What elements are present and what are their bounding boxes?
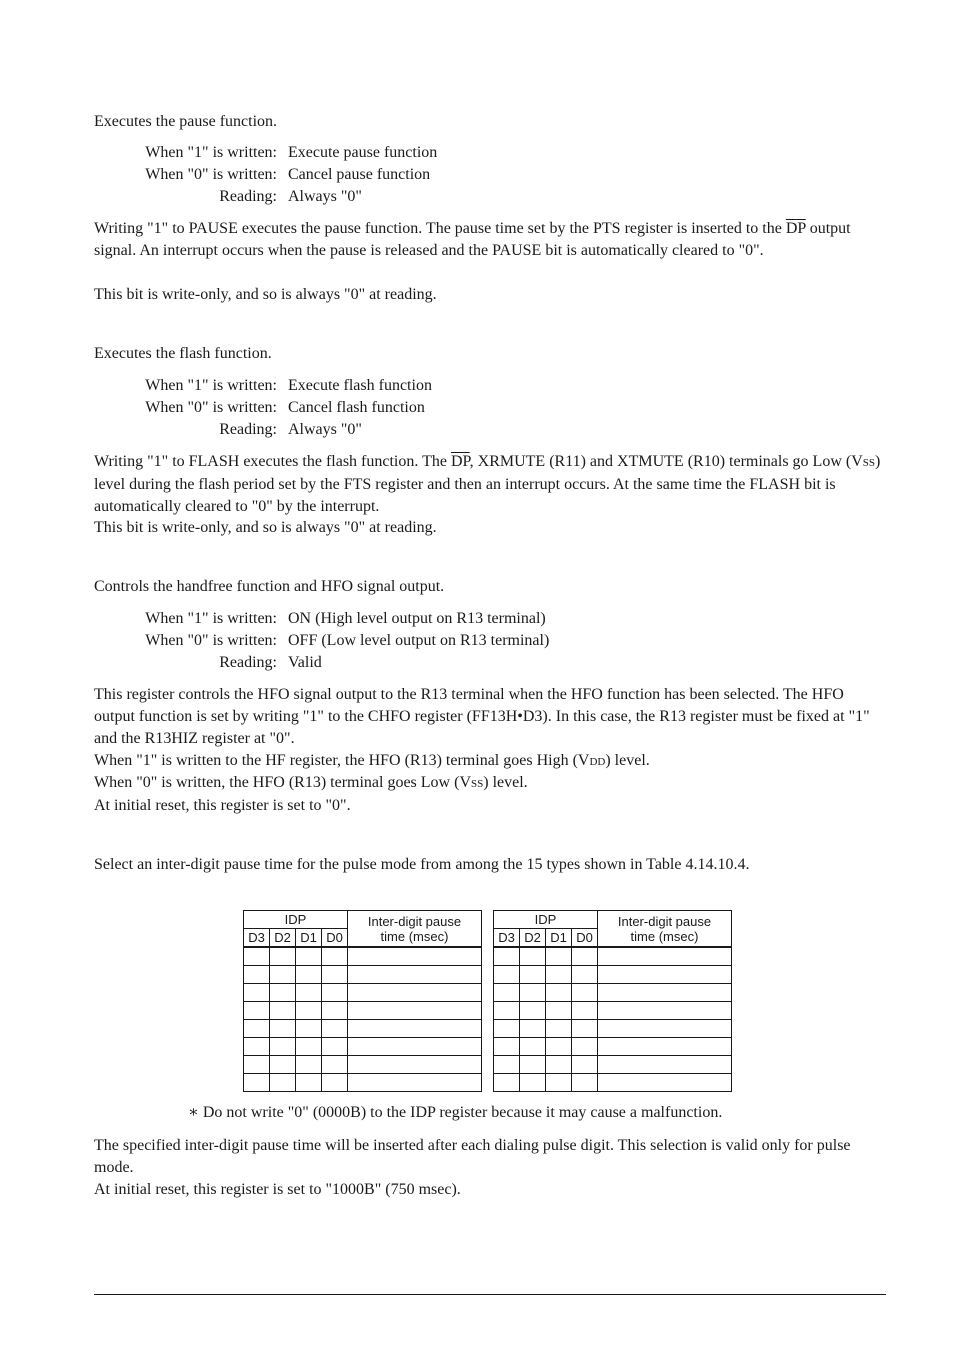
bit-cell	[296, 1074, 322, 1092]
table-row	[244, 947, 482, 966]
table-row	[244, 984, 482, 1002]
bit-cell	[572, 966, 598, 984]
bit-cell	[270, 1056, 296, 1074]
bit-cell	[572, 1002, 598, 1020]
bit-cell	[244, 1056, 270, 1074]
flash-desc-text: , XRMUTE (R11) and XTMUTE (R10) terminals go Low (V	[469, 453, 863, 470]
bit-cell	[572, 984, 598, 1002]
bit-cell	[270, 1038, 296, 1056]
time-cell	[598, 1038, 732, 1056]
pause-description	[94, 218, 884, 262]
bit-cell	[520, 1038, 546, 1056]
bit-cell	[322, 966, 348, 984]
bit-header: D1	[546, 929, 572, 948]
idp-table-right	[493, 910, 732, 1092]
bit-cell	[296, 947, 322, 966]
bit-cell	[572, 1056, 598, 1074]
bit-header: D0	[572, 929, 598, 948]
bit-cell	[270, 984, 296, 1002]
time-header-line2: time (msec)	[380, 928, 449, 944]
time-cell	[598, 1056, 732, 1074]
flash-description	[94, 451, 884, 518]
pause-row-key: When "1" is written:	[145, 144, 277, 161]
bit-cell	[546, 947, 572, 966]
idp-warning-note: ∗ Do not write "0" (0000B) to the IDP register because it may cause a malfunction.	[188, 1104, 723, 1121]
idp-table-body	[494, 947, 732, 1092]
time-column-header	[348, 911, 482, 948]
bit-cell	[494, 1038, 520, 1056]
hf-desc-text: When "0" is written, the HFO (R13) terminal goes Low (V	[94, 774, 471, 791]
pause-row-value: Cancel pause function	[288, 166, 431, 183]
bit-header: D1	[296, 929, 322, 948]
bit-cell	[572, 1038, 598, 1056]
flash-intro: Executes the flash function.	[94, 345, 272, 362]
time-cell	[348, 1002, 482, 1020]
table-row	[494, 1074, 732, 1092]
time-column-header	[598, 911, 732, 948]
bit-cell	[520, 1056, 546, 1074]
bit-header: D2	[270, 929, 296, 948]
bit-cell	[520, 947, 546, 966]
hf-row-value: Valid	[288, 654, 322, 671]
flash-desc-text: ) level during the flash period set by the FTS register and then an interrupt occurs. At the same time the FLASH bit is automatically cleared to "0" by the interrupt.	[94, 453, 881, 515]
bit-cell	[572, 1020, 598, 1038]
bit-cell	[322, 1074, 348, 1092]
bit-cell	[546, 1038, 572, 1056]
bit-cell	[546, 1020, 572, 1038]
time-cell	[598, 984, 732, 1002]
bit-cell	[270, 966, 296, 984]
bit-cell	[270, 947, 296, 966]
bit-cell	[572, 947, 598, 966]
time-cell	[348, 1074, 482, 1092]
dp-signal-label: $\overline{DP}$	[450, 453, 470, 470]
bit-cell	[520, 1074, 546, 1092]
time-cell	[348, 966, 482, 984]
hf-row-value: ON (High level output on R13 terminal)	[288, 610, 546, 627]
table-row	[244, 1038, 482, 1056]
pause-row-value: Execute pause function	[288, 144, 438, 161]
flash-row-key: When "0" is written:	[145, 399, 277, 416]
bit-cell	[244, 1074, 270, 1092]
pause-row-value: Always "0"	[288, 188, 362, 205]
bit-cell	[546, 1056, 572, 1074]
bit-cell	[546, 1074, 572, 1092]
idp-intro: Select an inter-digit pause time for the pulse mode from among the 15 types shown in Table 4.14.10.4.	[94, 856, 750, 873]
hf-desc-text: ) level.	[483, 774, 528, 791]
bit-cell	[494, 1074, 520, 1092]
hf-desc-text: When "1" is written to the HF register, the HFO (R13) terminal goes High (V	[94, 752, 590, 769]
bit-cell	[546, 966, 572, 984]
vdd-subscript: DD	[589, 756, 606, 768]
table-row	[244, 1020, 482, 1038]
pause-row-key: Reading:	[219, 188, 277, 205]
table-row	[244, 966, 482, 984]
hf-high-note	[94, 750, 650, 773]
time-cell	[598, 1002, 732, 1020]
table-row	[494, 966, 732, 984]
hf-desc-text: ) level.	[605, 752, 650, 769]
hf-intro: Controls the handfree function and HFO signal output.	[94, 578, 445, 595]
hf-row-key: When "0" is written:	[145, 632, 277, 649]
time-header-line1: Inter-digit pause	[367, 913, 462, 929]
bit-cell	[244, 947, 270, 966]
time-cell	[598, 966, 732, 984]
bit-cell	[296, 984, 322, 1002]
bit-header: D3	[494, 929, 520, 948]
hf-low-note	[94, 772, 528, 795]
flash-row-value: Execute flash function	[288, 377, 432, 394]
table-row	[494, 984, 732, 1002]
hf-row-value: OFF (Low level output on R13 terminal)	[288, 632, 550, 649]
hf-row-key: Reading:	[219, 654, 277, 671]
bit-cell	[296, 1020, 322, 1038]
idp-column-header: IDP	[494, 911, 598, 929]
idp-description: The specified inter-digit pause time will be inserted after each dialing pulse digit. This selection is valid only for pulse mode.	[94, 1137, 851, 1176]
bit-cell	[244, 1038, 270, 1056]
time-cell	[598, 947, 732, 966]
bit-cell	[322, 1020, 348, 1038]
time-cell	[348, 1020, 482, 1038]
table-row	[244, 1056, 482, 1074]
idp-table-left	[243, 910, 482, 1092]
bit-cell	[520, 984, 546, 1002]
bit-cell	[270, 1020, 296, 1038]
table-row	[244, 1074, 482, 1092]
pause-intro: Executes the pause function.	[94, 113, 278, 130]
bit-cell	[296, 1002, 322, 1020]
time-cell	[348, 1056, 482, 1074]
pause-desc-text: output signal. An interrupt occurs when the pause is released and the PAUSE bit is automatically cleared to "0".	[94, 220, 851, 259]
bit-cell	[244, 966, 270, 984]
idp-column-header: IDP	[244, 911, 348, 929]
bit-cell	[322, 947, 348, 966]
bit-cell	[244, 1002, 270, 1020]
bit-cell	[520, 1020, 546, 1038]
bit-cell	[494, 1056, 520, 1074]
hf-row-key: When "1" is written:	[145, 610, 277, 627]
table-row	[494, 1038, 732, 1056]
bit-cell	[572, 1074, 598, 1092]
bit-cell	[546, 1002, 572, 1020]
dp-signal-label: $\overline{DP}$	[785, 220, 806, 237]
bit-cell	[296, 1038, 322, 1056]
flash-row-value: Always "0"	[288, 421, 362, 438]
bit-cell	[494, 966, 520, 984]
bit-cell	[322, 1056, 348, 1074]
bit-cell	[322, 1038, 348, 1056]
vss-subscript: SS	[862, 457, 876, 469]
table-row	[494, 1020, 732, 1038]
flash-row-key: When "1" is written:	[145, 377, 277, 394]
idp-reset-note: At initial reset, this register is set to "1000B" (750 msec).	[94, 1181, 461, 1198]
hf-reset-note: At initial reset, this register is set to "0".	[94, 797, 351, 814]
bit-cell	[322, 984, 348, 1002]
time-cell	[598, 1020, 732, 1038]
bit-cell	[270, 1002, 296, 1020]
bit-cell	[520, 966, 546, 984]
bit-cell	[494, 1020, 520, 1038]
footer-rule	[94, 1294, 886, 1295]
pause-desc-text: Writing "1" to PAUSE executes the pause function. The pause time set by the PTS register is inserted to the	[94, 220, 786, 237]
bit-cell	[494, 1002, 520, 1020]
bit-cell	[270, 1074, 296, 1092]
flash-write-only-note: This bit is write-only, and so is always "0" at reading.	[94, 519, 437, 536]
bit-cell	[244, 984, 270, 1002]
bit-cell	[494, 984, 520, 1002]
bit-cell	[520, 1002, 546, 1020]
flash-row-value: Cancel flash function	[288, 399, 425, 416]
table-row	[494, 947, 732, 966]
time-header-line2: time (msec)	[630, 928, 699, 944]
idp-table-body	[244, 947, 482, 1092]
hf-description: This register controls the HFO signal output to the R13 terminal when the HFO function has been selected. The HFO output function is set by writing "1" to the CHFO register (FF13H•D3). In this case, the R13 register must be fixed at "1" and the R13HIZ register at "0".	[94, 686, 870, 747]
bit-header: D3	[244, 929, 270, 948]
bit-cell	[494, 947, 520, 966]
bit-cell	[244, 1020, 270, 1038]
bit-cell	[546, 984, 572, 1002]
pause-write-only-note: This bit is write-only, and so is always "0" at reading.	[94, 286, 437, 303]
time-header-line1: Inter-digit pause	[617, 913, 712, 929]
flash-desc-text: Writing "1" to FLASH executes the flash function. The	[94, 453, 451, 470]
pause-row-key: When "0" is written:	[145, 166, 277, 183]
bit-cell	[296, 966, 322, 984]
bit-header: D2	[520, 929, 546, 948]
table-row	[244, 1002, 482, 1020]
time-cell	[348, 947, 482, 966]
bit-header: D0	[322, 929, 348, 948]
time-cell	[348, 1038, 482, 1056]
bit-cell	[322, 1002, 348, 1020]
bit-cell	[296, 1056, 322, 1074]
time-cell	[348, 984, 482, 1002]
time-cell	[598, 1074, 732, 1092]
flash-row-key: Reading:	[219, 421, 277, 438]
table-row	[494, 1056, 732, 1074]
vss-subscript: SS	[471, 778, 484, 790]
table-row	[494, 1002, 732, 1020]
